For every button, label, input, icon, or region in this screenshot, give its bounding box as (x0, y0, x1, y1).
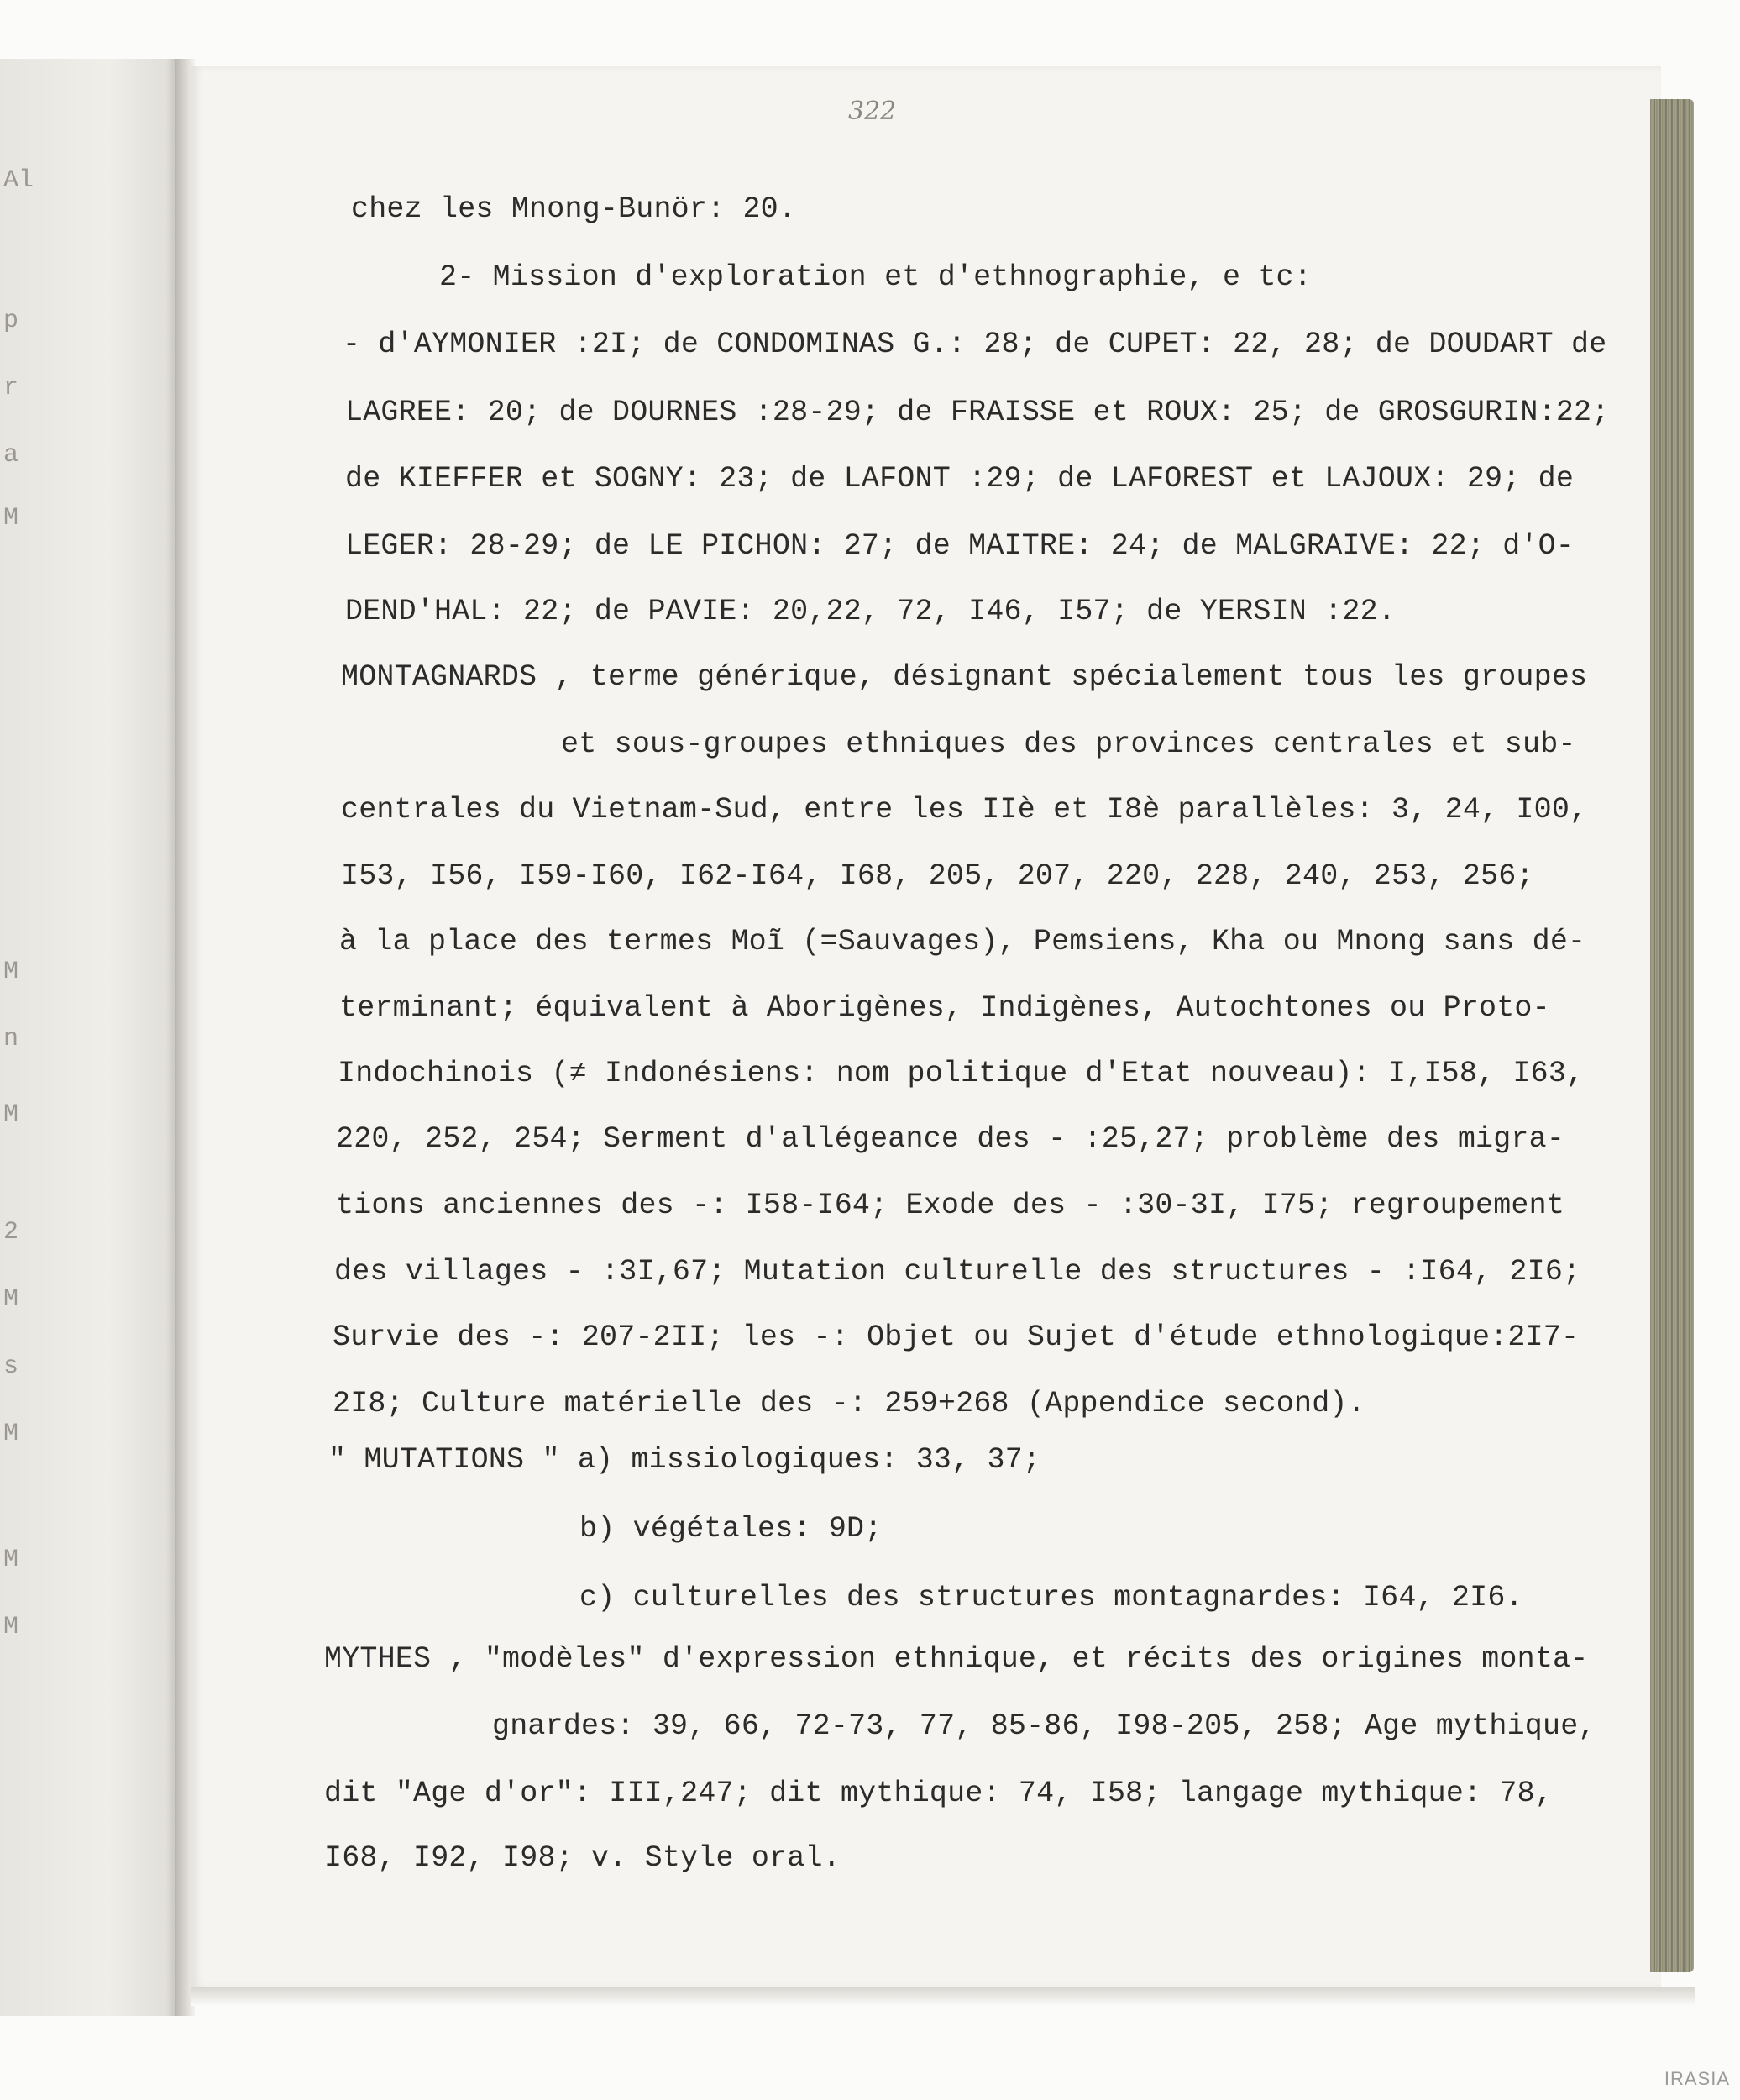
page-number: 322 (848, 97, 897, 126)
text-line: centrales du Vietnam-Sud, entre les IIè et I8è parallèles: 3, 24, I00, (341, 793, 1588, 827)
text-line: chez les Mnong-Bunör: 20. (351, 192, 797, 226)
text-line: b) végétales: 9D; (579, 1512, 883, 1546)
text-line: - d'AYMONIER :2I; de CONDOMINAS G.: 28; de CUPET: 22, 28; de DOUDART de (343, 328, 1607, 361)
text-line: 2- Mission d'exploration et d'ethnographie, e tc: (439, 260, 1312, 294)
text-line: MYTHES , "modèles" d'expression ethnique, et récits des origines monta- (324, 1642, 1589, 1676)
text-line: de KIEFFER et SOGNY: 23; de LAFONT :29; de LAFOREST et LAJOUX: 29; de (345, 462, 1575, 496)
text-line: Survie des -: 207-2II; les -: Objet ou Sujet d'étude ethnologique:2I7- (333, 1320, 1580, 1354)
left-page-char: M (3, 504, 19, 533)
watermark: IRASIA (1664, 2068, 1730, 2089)
left-page (0, 59, 181, 2016)
left-page-char: p (3, 307, 19, 335)
left-page-char: Al (3, 166, 34, 195)
left-page-char: M (3, 1613, 19, 1641)
text-line: Indochinois (≠ Indonésiens: nom politique d'Etat nouveau): I,I58, I63, (338, 1057, 1585, 1090)
text-line: et sous-groupes ethniques des provinces centrales et sub- (561, 727, 1576, 761)
text-line: à la place des termes Moĩ (=Sauvages), Pemsiens, Kha ou Mnong sans dé- (339, 925, 1586, 958)
left-page-char: M (3, 1100, 19, 1129)
text-line: " MUTATIONS " a) missiologiques: 33, 37; (328, 1443, 1041, 1477)
text-line: DEND'HAL: 22; de PAVIE: 20,22, 72, I46, I57; de YERSIN :22. (345, 595, 1397, 628)
text-line: dit "Age d'or": III,247; dit mythique: 74, I58; langage mythique: 78, (324, 1777, 1554, 1810)
text-line: MONTAGNARDS , terme générique, désignant spécialement tous les groupes (341, 660, 1588, 694)
text-line: des villages - :3I,67; Mutation culturelle des structures - :I64, 2I6; (334, 1255, 1581, 1289)
left-page-char: 2 (3, 1218, 19, 1247)
text-line: LAGREE: 20; de DOURNES :28-29; de FRAISSE et ROUX: 25; de GROSGURIN:22; (345, 396, 1610, 429)
left-page-char: M (3, 1285, 19, 1314)
page-bottom-shadow (191, 1987, 1695, 2006)
text-line: I53, I56, I59-I60, I62-I64, I68, 205, 207, 220, 228, 240, 253, 256; (341, 859, 1534, 893)
left-page-char: a (3, 441, 19, 470)
text-line: I68, I92, I98; v. Style oral. (324, 1841, 841, 1875)
left-page-char: M (3, 958, 19, 986)
page-edge-stack (1650, 99, 1694, 1972)
text-line: 2I8; Culture matérielle des -: 259+268 (Appendice second). (333, 1387, 1365, 1420)
text-line: LEGER: 28-29; de LE PICHON: 27; de MAITRE: 24; de MALGRAIVE: 22; d'O- (345, 529, 1575, 563)
text-line: gnardes: 39, 66, 72-73, 77, 85-86, I98-205, 258; Age mythique, (492, 1709, 1596, 1743)
left-page-char: M (3, 1420, 19, 1448)
left-page-char: s (3, 1352, 19, 1381)
left-page-char: r (3, 374, 19, 402)
left-page-char: n (3, 1025, 19, 1053)
text-line: c) culturelles des structures montagnardes: I64, 2I6. (579, 1581, 1523, 1614)
text-line: 220, 252, 254; Serment d'allégeance des - :25,27; problème des migra- (336, 1122, 1565, 1156)
left-page-char: M (3, 1546, 19, 1574)
text-line: tions anciennes des -: I58-I64; Exode des - :30-3I, I75; regroupement (336, 1189, 1565, 1222)
text-line: terminant; équivalent à Aborigènes, Indigènes, Autochtones ou Proto- (339, 991, 1550, 1025)
